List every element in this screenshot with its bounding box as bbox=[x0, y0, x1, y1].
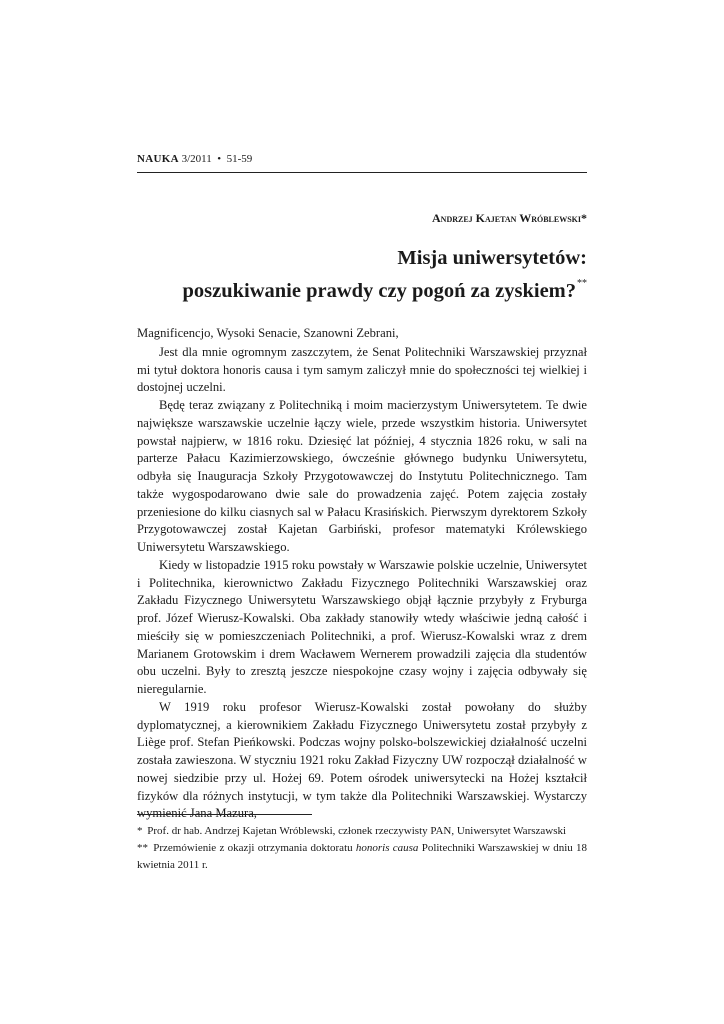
footnote-2-italic: honoris causa bbox=[355, 842, 419, 854]
journal-name: NAUKA bbox=[137, 153, 179, 165]
paragraph: Będę teraz związany z Politechniką i moim macierzystym Uniwersytetem. Te dwie największe warszawskie uczelnie łączy wiele, przede wszystkim historia. Uniwersytet powstał najpierw, w 1816 roku. Dziesięć lat później, 4 stycznia 1826 roku, w sali na parterze Pałacu Kazimierzowskiego, ówcześnie głównego budynku Uniwersytetu, odbyła się Inauguracja Szkoły Przygotowawczej do Instytutu Politechnicznego. Tam także wygospodarowano dwie sale do prowadzenia zajęć. Potem zajęcia zostały przeniesione do kilku ciasnych sal w Pałacu Krasińskich. Pierwszym dyrektorem Szkoły Przygotowawczej został Kajetan Garbiński, profesor matematyki Królewskiego Uniwersytetu Warszawskiego. bbox=[137, 398, 587, 554]
footnote-2 bbox=[137, 840, 587, 874]
header-bullet: • bbox=[217, 153, 222, 165]
paragraph: Kiedy w listopadzie 1915 roku powstały w Warszawie polskie uczelnie, Uniwersytet i Politechnika, kierownictwo Zakładu Fizycznego Politechniki Warszawskiej oraz Zakładu Fizycznego Uniwersytetu Warszawskiego objął łącznie przybyły z Fryburga prof. Józef Wierusz-Kowalski. Oba zakłady stanowiły wtedy właściwie jedną całość i mieściły się w pomieszczeniach Politechniki, a prof. Wierusz-Kowalski wraz z drem Marianem Grotowskim i drem Wacławem Wernerem prowadzili zajęcia dla studentów obu uczelni. Były to zresztą jeszcze niespokojne czasy wojny i zajęcia odbywały się nieregularnie. bbox=[137, 557, 587, 696]
running-header bbox=[137, 152, 587, 166]
title-footnote-mark: ** bbox=[577, 278, 587, 289]
issue-number: 3/2011 bbox=[181, 153, 212, 165]
title-line-1: Misja uniwersytetów: bbox=[397, 247, 587, 269]
footnote-1-text: Prof. dr hab. Andrzej Kajetan Wróblewski, członek rzeczywisty PAN, Uniwersytet Warszawski bbox=[147, 825, 567, 837]
article-title bbox=[107, 246, 587, 304]
page-range: 51-59 bbox=[226, 153, 253, 165]
footnote-2-text-before: Przemówienie z okazji otrzymania doktoratu bbox=[153, 842, 353, 854]
title-line-2: poszukiwanie prawdy czy pogoń za zyskiem? bbox=[182, 280, 576, 302]
footnote-2-mark: ** bbox=[137, 842, 148, 854]
paragraph: Jest dla mnie ogromnym zaszczytem, że Senat Politechniki Warszawskiej przyznał mi tytuł doktora honoris causa i tym samym zaliczył mnie do społeczności tej wielkiej i dostojnej uczelni. bbox=[137, 344, 587, 395]
header-rule bbox=[137, 172, 587, 173]
footnote-1-mark: * bbox=[137, 825, 143, 837]
article-body bbox=[137, 325, 587, 823]
salutation: Magnificencjo, Wysoki Senacie, Szanowni Zebrani, bbox=[137, 326, 399, 340]
article-author: Andrzej Kajetan Wróblewski* bbox=[432, 211, 587, 225]
footnote-2-text-after: Politechniki Warszawskiej w dniu 18 kwietnia 2011 r. bbox=[137, 842, 588, 871]
footnotes bbox=[137, 823, 587, 874]
footnote-1 bbox=[137, 823, 587, 840]
footnote-rule bbox=[137, 814, 312, 815]
paragraph: W 1919 roku profesor Wierusz-Kowalski został powołany do służby dyplomatycznej, a kierownikiem Zakładu Fizycznego Uniwersytetu został przybyły z Liège prof. Stefan Pieńkowski. Podczas wojny polsko-bolszewickiej działalność uczelni została zawieszona. W styczniu 1921 roku Zakład Fizyczny UW rozpoczął działalność w nowej siedzibie przy ul. Hożej 69. Potem ośrodek uniwersytecki na Hożej kształcił fizyków dla różnych instytucji, w tym także dla Politechniki Warszawskiej. Wystarczy wymienić Jana Mazura, bbox=[137, 699, 587, 821]
